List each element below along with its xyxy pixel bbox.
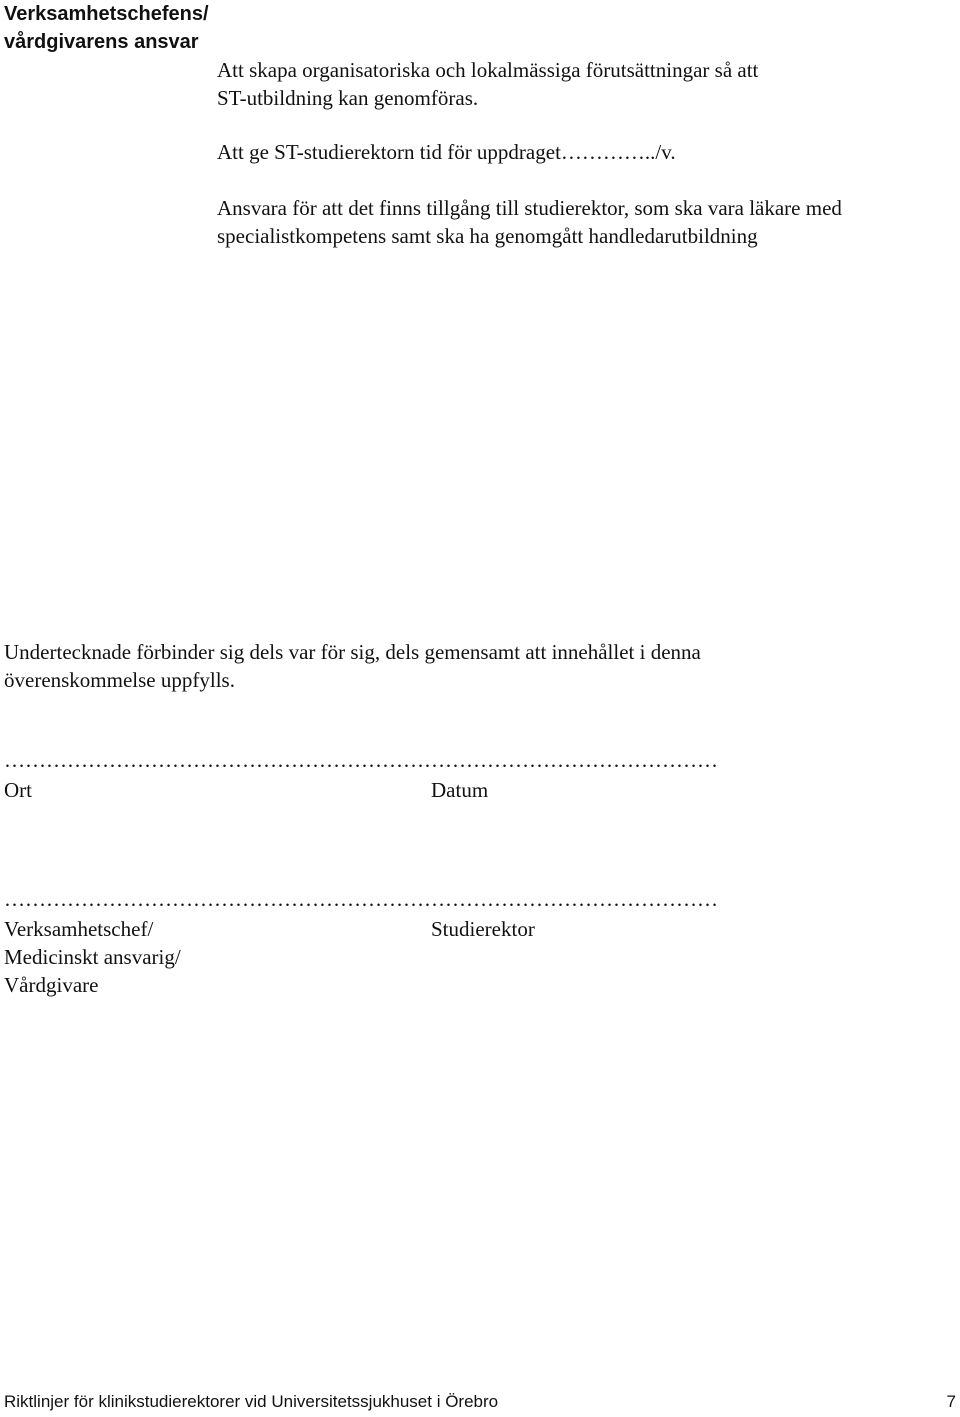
label-datum: Datum [431, 778, 489, 802]
duty-item-2: Att ge ST-studierektorn tid för uppdraget…………../v. [217, 140, 676, 164]
label-verksamhetschef: Verksamhetschef/ Medicinskt ansvarig/ Vårdgivare [4, 917, 181, 997]
section-heading: Verksamhetschefens/ vårdgivarens ansvar [4, 3, 209, 53]
page-footer [4, 1390, 956, 1414]
label-studierektor: Studierektor [431, 917, 535, 941]
signature-line-signatures: ………………………………………………………………………………………… [4, 887, 718, 911]
label-ort: Ort [4, 778, 32, 802]
undertaking-statement: Undertecknade förbinder sig dels var för sig, dels gemensamt att innehållet i denna överenskommelse uppfylls. [4, 640, 701, 692]
footer-title: Riktlinjer för klinikstudierektorer vid Universitetssjukhuset i Örebro [4, 1392, 499, 1411]
signature-line-place-date: ………………………………………………………………………………………… [4, 748, 718, 772]
duty-item-1: Att skapa organisatoriska och lokalmässiga förutsättningar så att ST-utbildning kan genomföras. [217, 58, 759, 110]
duty-item-3: Ansvara för att det finns tillgång till studierektor, som ska vara läkare med specialistkompetens samt ska ha genomgått handledarutbildning [217, 196, 842, 248]
page-number: 7 [946, 1392, 956, 1411]
